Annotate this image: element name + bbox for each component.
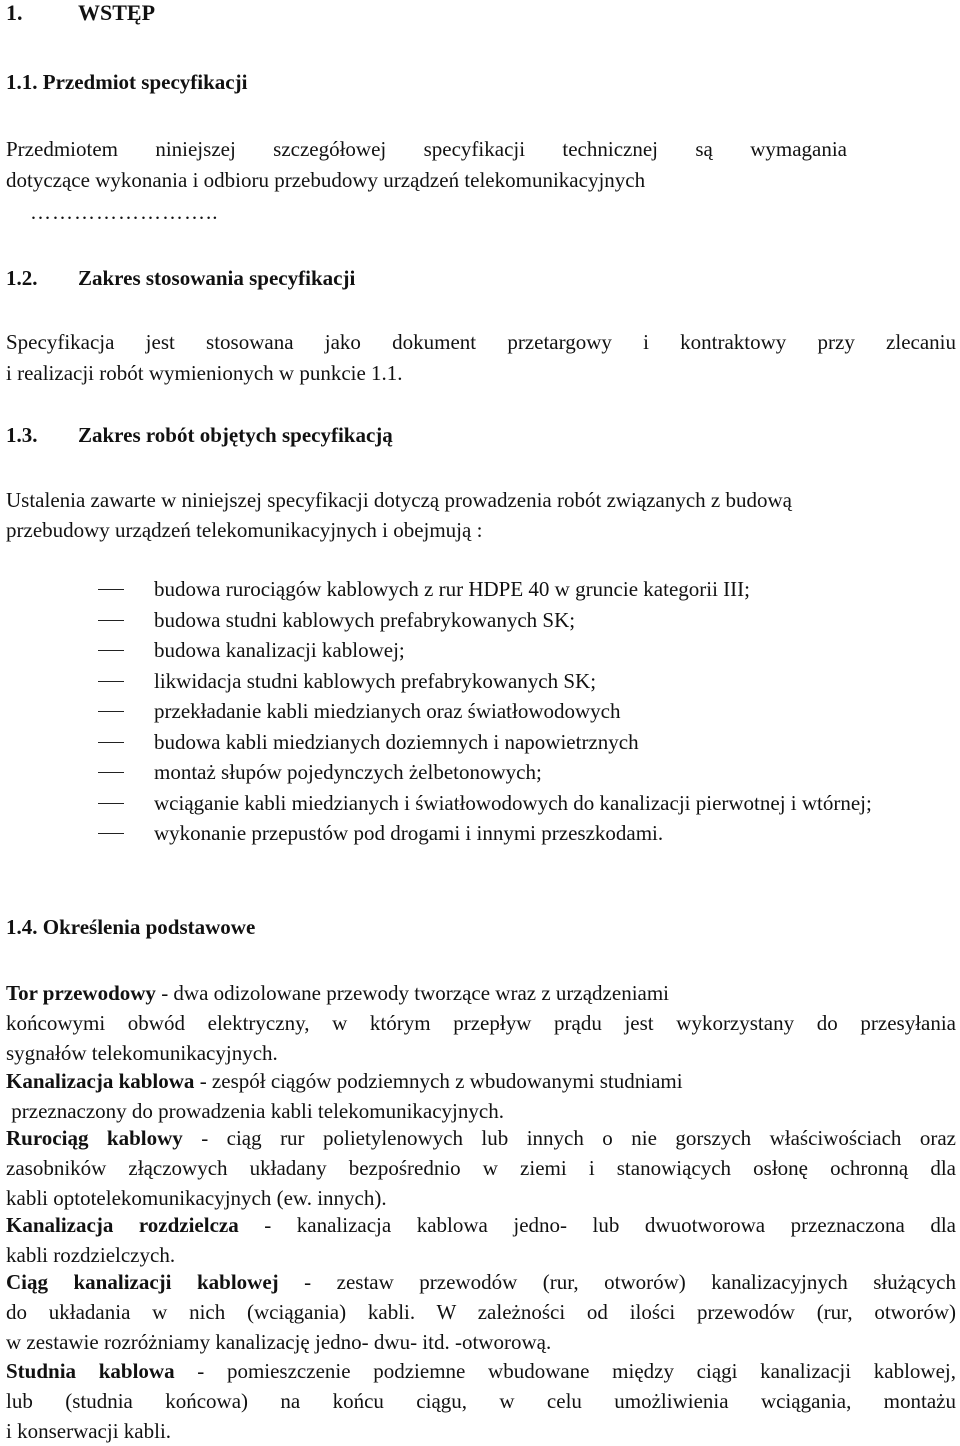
definition-text: - zespół ciągów podziemnych z wbudowanymi studniami — [194, 1069, 683, 1093]
list-item-text: likwidacja studni kablowych prefabrykowanych SK; — [154, 668, 597, 693]
section-title: Przedmiot specyfikacji — [42, 70, 248, 94]
definition-kanalizacja-kablowa — [6, 1066, 956, 1126]
definition-text: kabli rozdzielczych. — [6, 1243, 176, 1267]
dash-bullet — [98, 711, 124, 712]
definition-term: Kanalizacja kablowa — [6, 1069, 195, 1093]
paragraph-line: dotyczące wykonania i odbioru przebudowy urządzeń telekomunikacyjnych — [6, 168, 646, 192]
definition-term: Tor przewodowy — [6, 981, 156, 1005]
definition-text: przeznaczony do prowadzenia kabli telekomunikacyjnych. — [6, 1099, 504, 1123]
dash-bullet — [98, 803, 124, 804]
list-item — [6, 788, 956, 819]
definition-text: - ciąg rur polietylenowych lub innych o nie gorszych właściwościach oraz — [182, 1126, 956, 1150]
definition-term: Kanalizacja rozdzielcza — [6, 1213, 239, 1237]
dotted-placeholder: …………………….. — [30, 200, 219, 224]
list-item — [6, 727, 956, 758]
dash-bullet — [98, 650, 124, 651]
list-item — [6, 696, 956, 727]
section-number: 1.3. — [6, 423, 38, 447]
list-item-text: budowa kanalizacji kablowej; — [154, 638, 405, 662]
list-item-text: budowa rurociągów kablowych z rur HDPE 40 w gruncie kategorii III; — [154, 577, 750, 601]
definition-text: - kanalizacja kablowa jedno- lub dwuotworowa przeznaczona dla — [238, 1213, 956, 1237]
section-heading-1-1 — [6, 67, 247, 97]
list-item-text: wciąganie kabli miedzianych i światłowodowych do kanalizacji pierwotnej i wtórnej; — [154, 790, 872, 815]
definition-text: końcowymi obwód elektryczny, w którym przepływ prądu jest wykorzystany do przesyłania — [6, 1011, 956, 1035]
section-heading-1-4 — [6, 912, 255, 942]
paragraph-line: Specyfikacja jest stosowana jako dokument przetargowy i kontraktowy przy zlecaniu — [6, 330, 956, 354]
list-item — [6, 574, 956, 605]
section-title: Zakres stosowania specyfikacji — [78, 266, 356, 290]
paragraph-line: i realizacji robót wymienionych w punkcie 1.1. — [6, 361, 403, 385]
definition-text: lub (studnia końcowa) na końcu ciągu, w celu umożliwienia wciągania, montażu — [6, 1389, 956, 1413]
section-heading-1-3 — [6, 420, 393, 450]
definition-text: w zestawie rozróżniamy kanalizację jedno- dwu- itd. -otworową. — [6, 1330, 552, 1354]
list-item-text: budowa studni kablowych prefabrykowanych SK; — [154, 607, 576, 632]
definition-text: zasobników złączowych układany bezpośrednio w ziemi i stanowiących osłonę ochronną dla — [6, 1156, 956, 1180]
paragraph-line: Przedmiotem niniejszej szczegółowej specyfikacji technicznej są wymagania — [6, 137, 847, 161]
dash-bullet — [98, 589, 124, 590]
section-number: 1.4. — [6, 915, 38, 939]
definition-text: sygnałów telekomunikacyjnych. — [6, 1041, 278, 1065]
dash-bullet — [98, 772, 124, 773]
dash-bullet — [98, 742, 124, 743]
definition-term: Studnia kablowa — [6, 1359, 175, 1383]
section-heading-1 — [6, 0, 155, 28]
definition-term: Rurociąg kablowy — [6, 1126, 183, 1150]
definition-term: Ciąg kanalizacji kablowej — [6, 1270, 279, 1294]
list-item — [6, 757, 956, 788]
definition-text: - dwa odizolowane przewody tworzące wraz z urządzeniami — [155, 981, 670, 1005]
definition-text: - zestaw przewodów (rur, otworów) kanalizacyjnych służących — [278, 1270, 957, 1294]
section-number: 1. — [6, 0, 23, 25]
paragraph-line: przebudowy urządzeń telekomunikacyjnych i obejmują : — [6, 518, 483, 542]
section-title: Zakres robót objętych specyfikacją — [78, 423, 393, 447]
dash-bullet — [98, 620, 124, 621]
list-item-text: przekładanie kabli miedzianych oraz światłowodowych — [154, 699, 621, 723]
list-item-text: budowa kabli miedzianych doziemnych i napowietrznych — [154, 729, 639, 754]
list-item — [6, 605, 956, 636]
section-title: Określenia podstawowe — [42, 915, 256, 939]
dash-bullet — [98, 833, 124, 834]
definition-rurociag-kablowy — [6, 1123, 956, 1213]
section-heading-1-2 — [6, 263, 355, 293]
section-title: WSTĘP — [78, 0, 156, 25]
paragraph-line: Ustalenia zawarte w niniejszej specyfikacji dotyczą prowadzenia robót związanych z budową — [6, 488, 792, 512]
definition-ciag-kanalizacji-kablowej — [6, 1267, 956, 1357]
definition-text: kabli optotelekomunikacyjnych (ew. innych). — [6, 1186, 387, 1210]
list-item — [6, 635, 956, 666]
definition-text: i konserwacji kabli. — [6, 1419, 172, 1443]
list-item — [6, 666, 956, 697]
dash-bullet — [98, 681, 124, 682]
definition-tor-przewodowy — [6, 978, 956, 1068]
section-number: 1.2. — [6, 266, 38, 290]
definition-kanalizacja-rozdzielcza — [6, 1210, 956, 1270]
scope-list — [6, 574, 956, 849]
definition-text: do układania w nich (wciągania) kabli. W zależności od ilości przewodów (rur, otworów) — [6, 1300, 956, 1324]
list-item-text: montaż słupów pojedynczych żelbetonowych; — [154, 760, 542, 784]
definition-studnia-kablowa — [6, 1356, 956, 1446]
section-number: 1.1. — [6, 70, 38, 94]
list-item — [6, 818, 956, 849]
list-item-text: wykonanie przepustów pod drogami i innymi przeszkodami. — [154, 821, 664, 845]
definition-text: - pomieszczenie podziemne wbudowane między ciągi kanalizacji kablowej, — [174, 1359, 956, 1383]
